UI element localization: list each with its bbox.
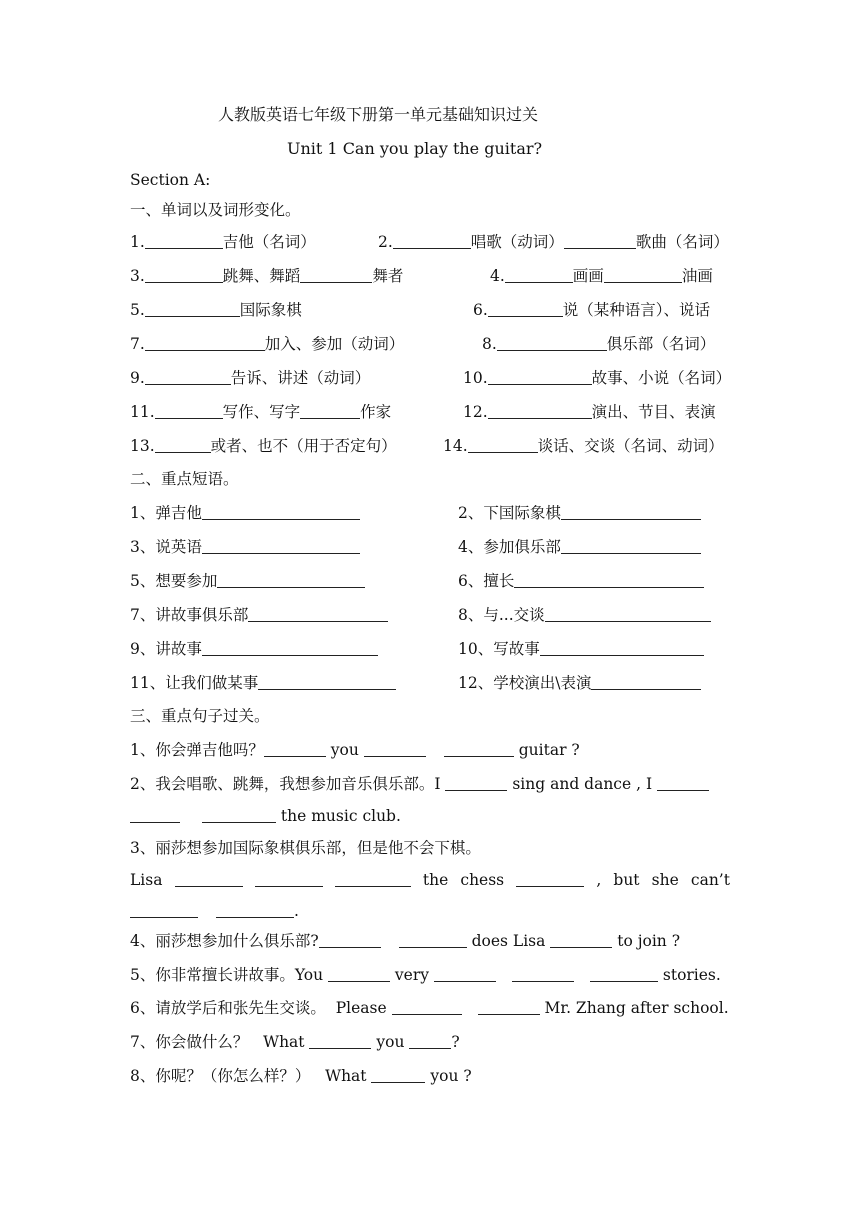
sentence-2-cont: the music club. (130, 806, 401, 826)
answer-blank[interactable] (478, 998, 540, 1015)
answer-blank[interactable] (145, 300, 240, 317)
sentence-3-answer-line: Lisa the chess , but she can’t (130, 871, 730, 889)
answer-blank[interactable] (468, 436, 538, 453)
answer-blank[interactable] (371, 1066, 425, 1083)
vocab-item-6: 6. 说（某种语言）、说话 (473, 301, 711, 319)
part2-heading: 二、重点短语。 (130, 470, 239, 488)
answer-blank[interactable] (155, 402, 223, 419)
phrase-9: 9、讲故事 (130, 639, 378, 659)
vocab-item-5: 5. 国际象棋 (130, 301, 302, 319)
answer-blank[interactable] (488, 402, 592, 419)
vocab-item-7: 7. 加入、参加（动词） (130, 335, 405, 353)
vocab-item-3: 3. 跳舞、舞蹈 舞者 (130, 267, 404, 285)
sentence-3-cont: . (130, 901, 299, 921)
answer-blank[interactable] (364, 740, 426, 757)
sentence-6: 6、请放学后和张先生交谈。 Please Mr. Zhang after school. (130, 999, 729, 1017)
phrase-2: 2、下国际象棋 (458, 503, 701, 523)
answer-blank[interactable] (216, 901, 294, 918)
answer-blank[interactable] (130, 901, 198, 918)
sentence-4: 4、丽莎想参加什么俱乐部? does Lisa to join ? (130, 932, 681, 950)
answer-blank[interactable] (248, 605, 388, 622)
answer-blank[interactable] (155, 436, 211, 453)
vocab-item-10: 10. 故事、小说（名词） (463, 369, 732, 387)
answer-blank[interactable] (258, 673, 396, 690)
answer-blank[interactable] (564, 232, 636, 249)
answer-blank[interactable] (399, 931, 467, 948)
answer-blank[interactable] (514, 571, 704, 588)
answer-blank[interactable] (145, 334, 265, 351)
phrase-3: 3、说英语 (130, 537, 360, 557)
part3-heading: 三、重点句子过关。 (130, 707, 270, 725)
vocab-item-2: 2. 唱歌（动词） 歌曲（名词） (378, 233, 729, 251)
phrase-6: 6、擅长 (458, 571, 704, 591)
answer-blank[interactable] (175, 870, 243, 887)
phrase-4: 4、参加俱乐部 (458, 537, 701, 557)
vocab-item-9: 9. 告诉、讲述（动词） (130, 369, 371, 387)
answer-blank[interactable] (550, 931, 612, 948)
answer-blank[interactable] (300, 266, 372, 283)
vocab-item-11: 11. 写作、写字 作家 (130, 403, 392, 421)
answer-blank[interactable] (130, 806, 180, 823)
answer-blank[interactable] (516, 870, 584, 887)
answer-blank[interactable] (202, 639, 378, 656)
answer-blank[interactable] (591, 673, 701, 690)
unit-subtitle: Unit 1 Can you play the guitar? (287, 139, 543, 158)
answer-blank[interactable] (309, 1032, 371, 1049)
phrase-12: 12、学校演出\表演 (458, 673, 701, 693)
answer-blank[interactable] (217, 571, 365, 588)
vocab-item-1: 1. 吉他（名词） (130, 233, 316, 251)
answer-blank[interactable] (202, 537, 360, 554)
sentence-8: 8、你呢？（你怎么样？） What you ? (130, 1067, 472, 1085)
answer-blank[interactable] (604, 266, 682, 283)
answer-blank[interactable] (561, 503, 701, 520)
phrase-5: 5、想要参加 (130, 571, 365, 591)
page-title: 人教版英语七年级下册第一单元基础知识过关 (218, 105, 539, 124)
answer-blank[interactable] (202, 503, 360, 520)
answer-blank[interactable] (657, 774, 709, 791)
vocab-item-12: 12. 演出、节目、表演 (463, 403, 716, 421)
answer-blank[interactable] (202, 806, 276, 823)
answer-blank[interactable] (434, 965, 496, 982)
phrase-8: 8、与...交谈 (458, 605, 711, 625)
part1-heading: 一、单词以及词形变化。 (130, 201, 301, 219)
answer-blank[interactable] (255, 870, 323, 887)
vocab-item-4: 4. 画画 油画 (490, 267, 713, 285)
answer-blank[interactable] (488, 300, 563, 317)
sentence-5: 5、你非常擅长讲故事。You very stories. (130, 966, 721, 984)
vocab-item-14: 14. 谈话、交谈（名词、动词） (443, 437, 724, 455)
answer-blank[interactable] (392, 998, 462, 1015)
sentence-2: 2、我会唱歌、跳舞，我想参加音乐俱乐部。I sing and dance , I (130, 774, 709, 794)
sentence-1: 1、你会弹吉他吗？ you guitar ? (130, 741, 580, 759)
answer-blank[interactable] (145, 368, 231, 385)
phrase-10: 10、写故事 (458, 639, 704, 659)
phrase-11: 11、让我们做某事 (130, 673, 396, 693)
answer-blank[interactable] (561, 537, 701, 554)
answer-blank[interactable] (319, 931, 381, 948)
answer-blank[interactable] (512, 965, 574, 982)
answer-blank[interactable] (335, 870, 411, 887)
section-label: Section A: (130, 171, 211, 189)
answer-blank[interactable] (328, 965, 390, 982)
answer-blank[interactable] (445, 774, 507, 791)
sentence-7: 7、你会做什么？ What you ? (130, 1033, 460, 1051)
answer-blank[interactable] (505, 266, 573, 283)
vocab-item-13: 13. 或者、也不（用于否定句） (130, 437, 397, 455)
answer-blank[interactable] (409, 1032, 451, 1049)
answer-blank[interactable] (590, 965, 658, 982)
answer-blank[interactable] (540, 639, 704, 656)
answer-blank[interactable] (264, 740, 326, 757)
phrase-7: 7、讲故事俱乐部 (130, 605, 388, 625)
answer-blank[interactable] (488, 368, 592, 385)
vocab-item-8: 8. 俱乐部（名词） (482, 335, 716, 353)
answer-blank[interactable] (497, 334, 607, 351)
answer-blank[interactable] (545, 605, 711, 622)
phrase-1: 1、弹吉他 (130, 503, 360, 523)
answer-blank[interactable] (145, 232, 223, 249)
answer-blank[interactable] (444, 740, 514, 757)
answer-blank[interactable] (300, 402, 360, 419)
answer-blank[interactable] (393, 232, 471, 249)
answer-blank[interactable] (145, 266, 223, 283)
sentence-3: 3、丽莎想参加国际象棋俱乐部，但是他不会下棋。 (130, 839, 481, 857)
